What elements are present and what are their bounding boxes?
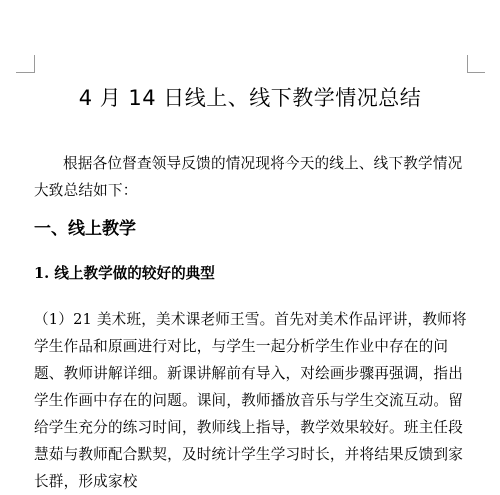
section-heading: 一、线上教学 [34,219,136,239]
margin-corner-top-left-horizontal [16,72,34,73]
subsection-heading: 1. 线上教学做的较好的典型 [34,265,215,282]
body-paragraph: （1）21 美术班，美术课老师王雪。首先对美术作品评讲，教师将学生作品和原画进行对比，与学生一起分析学生作业中存在的问题、教师讲解详细。新课讲解前有导入，对绘画步骤再强调，指出学生作画中存在的问题。课间，教师播放音乐与学生交流互动。留给学生充分的练习时间，教师线上指导，教学效果较好。班主任段慧茹与教师配合默契，及时统计学生学习时长，并将结果反馈到家长群，形成家校 [34,311,467,490]
intro-paragraph: 根据各位督查领导反馈的情况现将今天的线上、线下教学情况大致总结如下： [34,155,463,199]
margin-corner-top-left [34,55,35,73]
margin-corner-top-right-horizontal [467,72,485,73]
margin-corner-top-right [467,55,468,73]
document-title: 4 月 14 日线上、线下教学情况总结 [78,86,422,110]
